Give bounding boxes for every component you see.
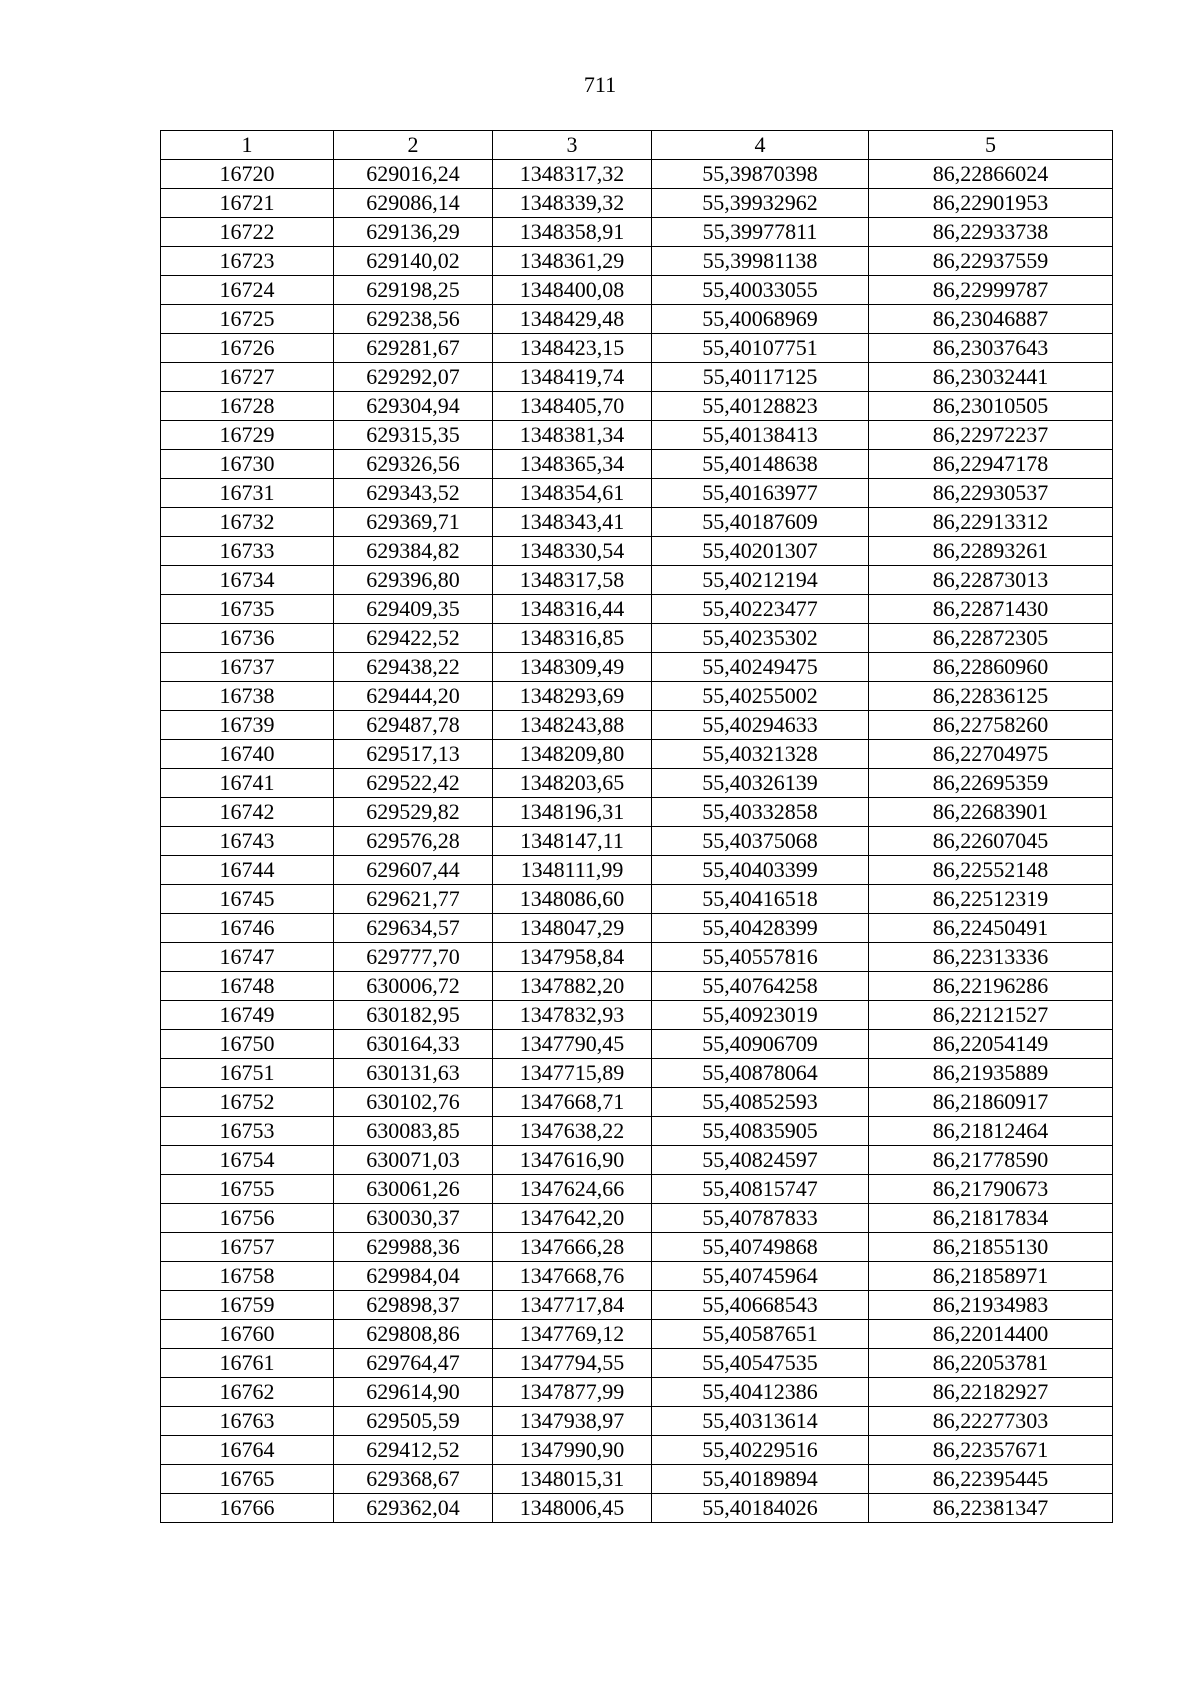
table-row: [161, 1001, 1113, 1030]
table-cell-col-4: 55,40557816: [652, 943, 869, 972]
table-cell-col-2: 629086,14: [334, 189, 493, 218]
table-cell-col-3: 1348309,49: [493, 653, 652, 682]
table-cell-col-2: 629505,59: [334, 1407, 493, 1436]
table-cell-col-3: 1347668,71: [493, 1088, 652, 1117]
table-row: [161, 1494, 1113, 1523]
table-cell-col-4: 55,40235302: [652, 624, 869, 653]
table-cell-col-1: 16737: [161, 653, 334, 682]
table-cell-col-5: 86,21858971: [869, 1262, 1113, 1291]
table-cell-col-5: 86,22313336: [869, 943, 1113, 972]
table-cell-col-2: 630071,03: [334, 1146, 493, 1175]
table-cell-col-5: 86,21934983: [869, 1291, 1113, 1320]
table-cell-col-3: 1348365,34: [493, 450, 652, 479]
table-cell-col-3: 1347938,97: [493, 1407, 652, 1436]
table-row: [161, 1030, 1113, 1059]
table-cell-col-2: 629487,78: [334, 711, 493, 740]
table-cell-col-4: 55,40412386: [652, 1378, 869, 1407]
table-row: [161, 1465, 1113, 1494]
table-cell-col-1: 16741: [161, 769, 334, 798]
table-cell-col-1: 16730: [161, 450, 334, 479]
table-cell-col-3: 1347769,12: [493, 1320, 652, 1349]
table-cell-col-3: 1348317,32: [493, 160, 652, 189]
table-row: [161, 566, 1113, 595]
table-cell-col-4: 55,39932962: [652, 189, 869, 218]
table-cell-col-3: 1348330,54: [493, 537, 652, 566]
table-cell-col-1: 16759: [161, 1291, 334, 1320]
table-cell-col-1: 16754: [161, 1146, 334, 1175]
table-row: [161, 798, 1113, 827]
table-cell-col-1: 16726: [161, 334, 334, 363]
table-cell-col-3: 1348293,69: [493, 682, 652, 711]
table-row: [161, 508, 1113, 537]
table-cell-col-2: 629984,04: [334, 1262, 493, 1291]
table-cell-col-3: 1348203,65: [493, 769, 652, 798]
table-cell-col-5: 86,22913312: [869, 508, 1113, 537]
table-row: [161, 885, 1113, 914]
table-cell-col-1: 16743: [161, 827, 334, 856]
table-cell-col-4: 55,40852593: [652, 1088, 869, 1117]
table-cell-col-3: 1347958,84: [493, 943, 652, 972]
table-cell-col-4: 55,40815747: [652, 1175, 869, 1204]
table-row: [161, 943, 1113, 972]
table-cell-col-4: 55,40764258: [652, 972, 869, 1001]
table-cell-col-1: 16725: [161, 305, 334, 334]
table-cell-col-5: 86,22277303: [869, 1407, 1113, 1436]
table-cell-col-4: 55,40117125: [652, 363, 869, 392]
table-row: [161, 189, 1113, 218]
table-cell-col-4: 55,39977811: [652, 218, 869, 247]
table-cell-col-3: 1348405,70: [493, 392, 652, 421]
table-cell-col-5: 86,22999787: [869, 276, 1113, 305]
table-cell-col-2: 630182,95: [334, 1001, 493, 1030]
table-cell-col-3: 1348354,61: [493, 479, 652, 508]
table-cell-col-3: 1347624,66: [493, 1175, 652, 1204]
table-cell-col-3: 1347715,89: [493, 1059, 652, 1088]
table-cell-col-4: 55,39870398: [652, 160, 869, 189]
table-cell-col-5: 86,22704975: [869, 740, 1113, 769]
table-cell-col-4: 55,40229516: [652, 1436, 869, 1465]
table-cell-col-5: 86,22552148: [869, 856, 1113, 885]
table-cell-col-1: 16736: [161, 624, 334, 653]
table-cell-col-4: 55,40668543: [652, 1291, 869, 1320]
table-cell-col-5: 86,23010505: [869, 392, 1113, 421]
table-cell-col-1: 16723: [161, 247, 334, 276]
table-cell-col-1: 16727: [161, 363, 334, 392]
table-cell-col-5: 86,21817834: [869, 1204, 1113, 1233]
table-cell-col-4: 55,40249475: [652, 653, 869, 682]
table-row: [161, 305, 1113, 334]
table-row: [161, 334, 1113, 363]
table-cell-col-2: 630061,26: [334, 1175, 493, 1204]
table-cell-col-2: 629198,25: [334, 276, 493, 305]
table-cell-col-1: 16720: [161, 160, 334, 189]
table-cell-col-1: 16758: [161, 1262, 334, 1291]
table-cell-col-3: 1347882,20: [493, 972, 652, 1001]
table-cell-col-4: 55,40223477: [652, 595, 869, 624]
table-row: [161, 1117, 1113, 1146]
table-cell-col-2: 629396,80: [334, 566, 493, 595]
table-cell-col-2: 629576,28: [334, 827, 493, 856]
table-cell-col-5: 86,23046887: [869, 305, 1113, 334]
table-cell-col-5: 86,22893261: [869, 537, 1113, 566]
table-cell-col-3: 1348015,31: [493, 1465, 652, 1494]
table-cell-col-4: 55,40835905: [652, 1117, 869, 1146]
table-cell-col-3: 1347990,90: [493, 1436, 652, 1465]
table-cell-col-5: 86,22450491: [869, 914, 1113, 943]
table-cell-col-1: 16764: [161, 1436, 334, 1465]
table-cell-col-2: 629522,42: [334, 769, 493, 798]
table-cell-col-4: 55,40163977: [652, 479, 869, 508]
table-cell-col-5: 86,22872305: [869, 624, 1113, 653]
table-cell-col-5: 86,22014400: [869, 1320, 1113, 1349]
table-cell-col-1: 16747: [161, 943, 334, 972]
table-cell-col-1: 16765: [161, 1465, 334, 1494]
table-row: [161, 1436, 1113, 1465]
table-cell-col-5: 86,22758260: [869, 711, 1113, 740]
table-cell-col-1: 16766: [161, 1494, 334, 1523]
table-row: [161, 421, 1113, 450]
column-header-2: 2: [334, 131, 493, 160]
table-row: [161, 711, 1113, 740]
table-row: [161, 1175, 1113, 1204]
table-cell-col-2: 629444,20: [334, 682, 493, 711]
table-cell-col-4: 55,40745964: [652, 1262, 869, 1291]
table-row: [161, 1378, 1113, 1407]
table-cell-col-2: 629315,35: [334, 421, 493, 450]
table-cell-col-2: 629621,77: [334, 885, 493, 914]
table-cell-col-5: 86,22836125: [869, 682, 1113, 711]
table-row: [161, 160, 1113, 189]
table-row: [161, 1204, 1113, 1233]
table-row: [161, 827, 1113, 856]
table-cell-col-3: 1348196,31: [493, 798, 652, 827]
table-cell-col-5: 86,22357671: [869, 1436, 1113, 1465]
table-cell-col-4: 55,40416518: [652, 885, 869, 914]
column-header-4: 4: [652, 131, 869, 160]
table-cell-col-4: 55,40212194: [652, 566, 869, 595]
table-cell-col-3: 1348381,34: [493, 421, 652, 450]
table-cell-col-1: 16756: [161, 1204, 334, 1233]
table-cell-col-5: 86,22947178: [869, 450, 1113, 479]
table-cell-col-1: 16760: [161, 1320, 334, 1349]
table-row: [161, 1059, 1113, 1088]
table-cell-col-4: 55,40201307: [652, 537, 869, 566]
table-cell-col-2: 629412,52: [334, 1436, 493, 1465]
table-cell-col-4: 55,40326139: [652, 769, 869, 798]
table-cell-col-4: 55,40749868: [652, 1233, 869, 1262]
table-cell-col-1: 16722: [161, 218, 334, 247]
table-cell-col-1: 16762: [161, 1378, 334, 1407]
table-row: [161, 363, 1113, 392]
table-cell-col-4: 55,40923019: [652, 1001, 869, 1030]
table-cell-col-1: 16732: [161, 508, 334, 537]
table-row: [161, 537, 1113, 566]
table-cell-col-2: 629238,56: [334, 305, 493, 334]
table-row: [161, 276, 1113, 305]
table-row: [161, 595, 1113, 624]
table-cell-col-5: 86,21778590: [869, 1146, 1113, 1175]
table-cell-col-5: 86,21790673: [869, 1175, 1113, 1204]
table-cell-col-1: 16745: [161, 885, 334, 914]
page-number: 711: [583, 72, 617, 97]
table-row: [161, 1233, 1113, 1262]
table-cell-col-2: 629634,57: [334, 914, 493, 943]
table-cell-col-2: 629368,67: [334, 1465, 493, 1494]
table-cell-col-5: 86,22901953: [869, 189, 1113, 218]
table-body: [161, 160, 1113, 1523]
table-cell-col-4: 55,40294633: [652, 711, 869, 740]
table-cell-col-1: 16738: [161, 682, 334, 711]
table-cell-col-1: 16746: [161, 914, 334, 943]
column-header-5: 5: [869, 131, 1113, 160]
table-cell-col-3: 1348209,80: [493, 740, 652, 769]
table-cell-col-5: 86,22683901: [869, 798, 1113, 827]
column-header-1: 1: [161, 131, 334, 160]
table-cell-col-1: 16733: [161, 537, 334, 566]
table-cell-col-2: 629777,70: [334, 943, 493, 972]
table-cell-col-4: 55,40189894: [652, 1465, 869, 1494]
table-cell-col-4: 55,40332858: [652, 798, 869, 827]
table-cell-col-1: 16739: [161, 711, 334, 740]
table-cell-col-2: 629808,86: [334, 1320, 493, 1349]
table-cell-col-3: 1347616,90: [493, 1146, 652, 1175]
table-cell-col-3: 1348316,85: [493, 624, 652, 653]
table-row: [161, 914, 1113, 943]
header-row: [161, 131, 1113, 160]
table-cell-col-1: 16731: [161, 479, 334, 508]
table-cell-col-3: 1347666,28: [493, 1233, 652, 1262]
table-cell-col-2: 629292,07: [334, 363, 493, 392]
table-cell-col-3: 1347642,20: [493, 1204, 652, 1233]
table-row: [161, 769, 1113, 798]
table-cell-col-2: 630102,76: [334, 1088, 493, 1117]
table-cell-col-5: 86,21860917: [869, 1088, 1113, 1117]
table-cell-col-2: 629988,36: [334, 1233, 493, 1262]
table-cell-col-5: 86,23032441: [869, 363, 1113, 392]
table-cell-col-5: 86,22972237: [869, 421, 1113, 450]
column-header-3: 3: [493, 131, 652, 160]
table-cell-col-3: 1347717,84: [493, 1291, 652, 1320]
table-cell-col-4: 55,40428399: [652, 914, 869, 943]
table-cell-col-4: 55,40107751: [652, 334, 869, 363]
table-cell-col-3: 1347638,22: [493, 1117, 652, 1146]
table-cell-col-4: 55,40187609: [652, 508, 869, 537]
table-cell-col-3: 1347832,93: [493, 1001, 652, 1030]
table-cell-col-3: 1347790,45: [493, 1030, 652, 1059]
table-cell-col-4: 55,40033055: [652, 276, 869, 305]
table-cell-col-5: 86,22866024: [869, 160, 1113, 189]
table-cell-col-4: 55,40906709: [652, 1030, 869, 1059]
table-cell-col-5: 86,22182927: [869, 1378, 1113, 1407]
table-cell-col-2: 629136,29: [334, 218, 493, 247]
table-cell-col-3: 1348343,41: [493, 508, 652, 537]
table-cell-col-2: 629614,90: [334, 1378, 493, 1407]
table-cell-col-3: 1348361,29: [493, 247, 652, 276]
table-cell-col-2: 629304,94: [334, 392, 493, 421]
table-cell-col-4: 55,40184026: [652, 1494, 869, 1523]
table-cell-col-2: 629438,22: [334, 653, 493, 682]
table-cell-col-2: 629517,13: [334, 740, 493, 769]
table-cell-col-4: 55,40138413: [652, 421, 869, 450]
table-cell-col-5: 86,22053781: [869, 1349, 1113, 1378]
table-cell-col-4: 55,40148638: [652, 450, 869, 479]
table-cell-col-1: 16757: [161, 1233, 334, 1262]
table-cell-col-1: 16744: [161, 856, 334, 885]
table-cell-col-2: 629343,52: [334, 479, 493, 508]
table-cell-col-2: 630083,85: [334, 1117, 493, 1146]
table-row: [161, 1262, 1113, 1291]
table-cell-col-5: 86,21855130: [869, 1233, 1113, 1262]
table-cell-col-1: 16749: [161, 1001, 334, 1030]
table-cell-col-1: 16724: [161, 276, 334, 305]
table-cell-col-5: 86,22930537: [869, 479, 1113, 508]
table-cell-col-1: 16752: [161, 1088, 334, 1117]
table-row: [161, 682, 1113, 711]
table-cell-col-2: 630006,72: [334, 972, 493, 1001]
table-cell-col-5: 86,22873013: [869, 566, 1113, 595]
table-cell-col-2: 629409,35: [334, 595, 493, 624]
table-cell-col-4: 55,40824597: [652, 1146, 869, 1175]
table-cell-col-1: 16735: [161, 595, 334, 624]
table-row: [161, 392, 1113, 421]
table-cell-col-1: 16740: [161, 740, 334, 769]
table-cell-col-2: 630164,33: [334, 1030, 493, 1059]
table-header: [161, 131, 1113, 160]
table-row: [161, 653, 1113, 682]
table-row: [161, 218, 1113, 247]
table-cell-col-4: 55,40375068: [652, 827, 869, 856]
table-cell-col-4: 55,40547535: [652, 1349, 869, 1378]
table-cell-col-5: 86,22196286: [869, 972, 1113, 1001]
table-row: [161, 1146, 1113, 1175]
table-row: [161, 1291, 1113, 1320]
table-cell-col-1: 16729: [161, 421, 334, 450]
table-cell-col-5: 86,21812464: [869, 1117, 1113, 1146]
table-cell-col-3: 1348400,08: [493, 276, 652, 305]
table-row: [161, 740, 1113, 769]
table-cell-col-5: 86,23037643: [869, 334, 1113, 363]
table-row: [161, 1349, 1113, 1378]
table-cell-col-2: 629898,37: [334, 1291, 493, 1320]
table-row: [161, 247, 1113, 276]
table-row: [161, 624, 1113, 653]
table-cell-col-4: 55,40321328: [652, 740, 869, 769]
table-cell-col-2: 629281,67: [334, 334, 493, 363]
table-cell-col-2: 629326,56: [334, 450, 493, 479]
table-cell-col-5: 86,22395445: [869, 1465, 1113, 1494]
table-cell-col-4: 55,40255002: [652, 682, 869, 711]
table-cell-col-3: 1347877,99: [493, 1378, 652, 1407]
table-cell-col-4: 55,40787833: [652, 1204, 869, 1233]
table-row: [161, 450, 1113, 479]
table-cell-col-3: 1348243,88: [493, 711, 652, 740]
table-cell-col-3: 1348047,29: [493, 914, 652, 943]
table-cell-col-5: 86,22860960: [869, 653, 1113, 682]
table-row: [161, 479, 1113, 508]
table-cell-col-3: 1348429,48: [493, 305, 652, 334]
table-cell-col-3: 1348419,74: [493, 363, 652, 392]
table-row: [161, 856, 1113, 885]
coordinates-table: [160, 130, 1113, 1523]
table-cell-col-2: 630030,37: [334, 1204, 493, 1233]
table-cell-col-5: 86,22933738: [869, 218, 1113, 247]
table-row: [161, 1320, 1113, 1349]
table-cell-col-4: 55,40878064: [652, 1059, 869, 1088]
table-row: [161, 1088, 1113, 1117]
table-cell-col-4: 55,40403399: [652, 856, 869, 885]
table-cell-col-3: 1348358,91: [493, 218, 652, 247]
table-cell-col-1: 16763: [161, 1407, 334, 1436]
table-cell-col-5: 86,22871430: [869, 595, 1113, 624]
table-cell-col-4: 55,40128823: [652, 392, 869, 421]
table-cell-col-4: 55,39981138: [652, 247, 869, 276]
table-cell-col-1: 16751: [161, 1059, 334, 1088]
table-cell-col-5: 86,22512319: [869, 885, 1113, 914]
table-cell-col-2: 629422,52: [334, 624, 493, 653]
table-cell-col-2: 629529,82: [334, 798, 493, 827]
table-cell-col-2: 629362,04: [334, 1494, 493, 1523]
table-cell-col-3: 1348339,32: [493, 189, 652, 218]
table-cell-col-2: 629016,24: [334, 160, 493, 189]
table-cell-col-5: 86,22937559: [869, 247, 1113, 276]
table-cell-col-5: 86,22054149: [869, 1030, 1113, 1059]
table-cell-col-5: 86,22121527: [869, 1001, 1113, 1030]
table-cell-col-3: 1347794,55: [493, 1349, 652, 1378]
table-cell-col-3: 1348317,58: [493, 566, 652, 595]
table-cell-col-2: 629764,47: [334, 1349, 493, 1378]
table-cell-col-3: 1348006,45: [493, 1494, 652, 1523]
table-cell-col-2: 630131,63: [334, 1059, 493, 1088]
table-cell-col-1: 16750: [161, 1030, 334, 1059]
table-cell-col-1: 16748: [161, 972, 334, 1001]
table-cell-col-1: 16742: [161, 798, 334, 827]
table-cell-col-3: 1348423,15: [493, 334, 652, 363]
table-cell-col-5: 86,21935889: [869, 1059, 1113, 1088]
table-cell-col-4: 55,40587651: [652, 1320, 869, 1349]
table-cell-col-1: 16728: [161, 392, 334, 421]
table-cell-col-4: 55,40313614: [652, 1407, 869, 1436]
table-cell-col-1: 16755: [161, 1175, 334, 1204]
table-cell-col-2: 629369,71: [334, 508, 493, 537]
table-cell-col-1: 16721: [161, 189, 334, 218]
table-cell-col-3: 1348111,99: [493, 856, 652, 885]
table-cell-col-3: 1347668,76: [493, 1262, 652, 1291]
table-cell-col-2: 629140,02: [334, 247, 493, 276]
table-cell-col-1: 16761: [161, 1349, 334, 1378]
table-row: [161, 972, 1113, 1001]
table-cell-col-5: 86,22607045: [869, 827, 1113, 856]
table-cell-col-5: 86,22695359: [869, 769, 1113, 798]
table-cell-col-2: 629607,44: [334, 856, 493, 885]
table-cell-col-2: 629384,82: [334, 537, 493, 566]
table-cell-col-1: 16753: [161, 1117, 334, 1146]
table-cell-col-4: 55,40068969: [652, 305, 869, 334]
table-cell-col-3: 1348086,60: [493, 885, 652, 914]
table-row: [161, 1407, 1113, 1436]
table-cell-col-1: 16734: [161, 566, 334, 595]
table-cell-col-3: 1348147,11: [493, 827, 652, 856]
table-cell-col-3: 1348316,44: [493, 595, 652, 624]
table-cell-col-5: 86,22381347: [869, 1494, 1113, 1523]
